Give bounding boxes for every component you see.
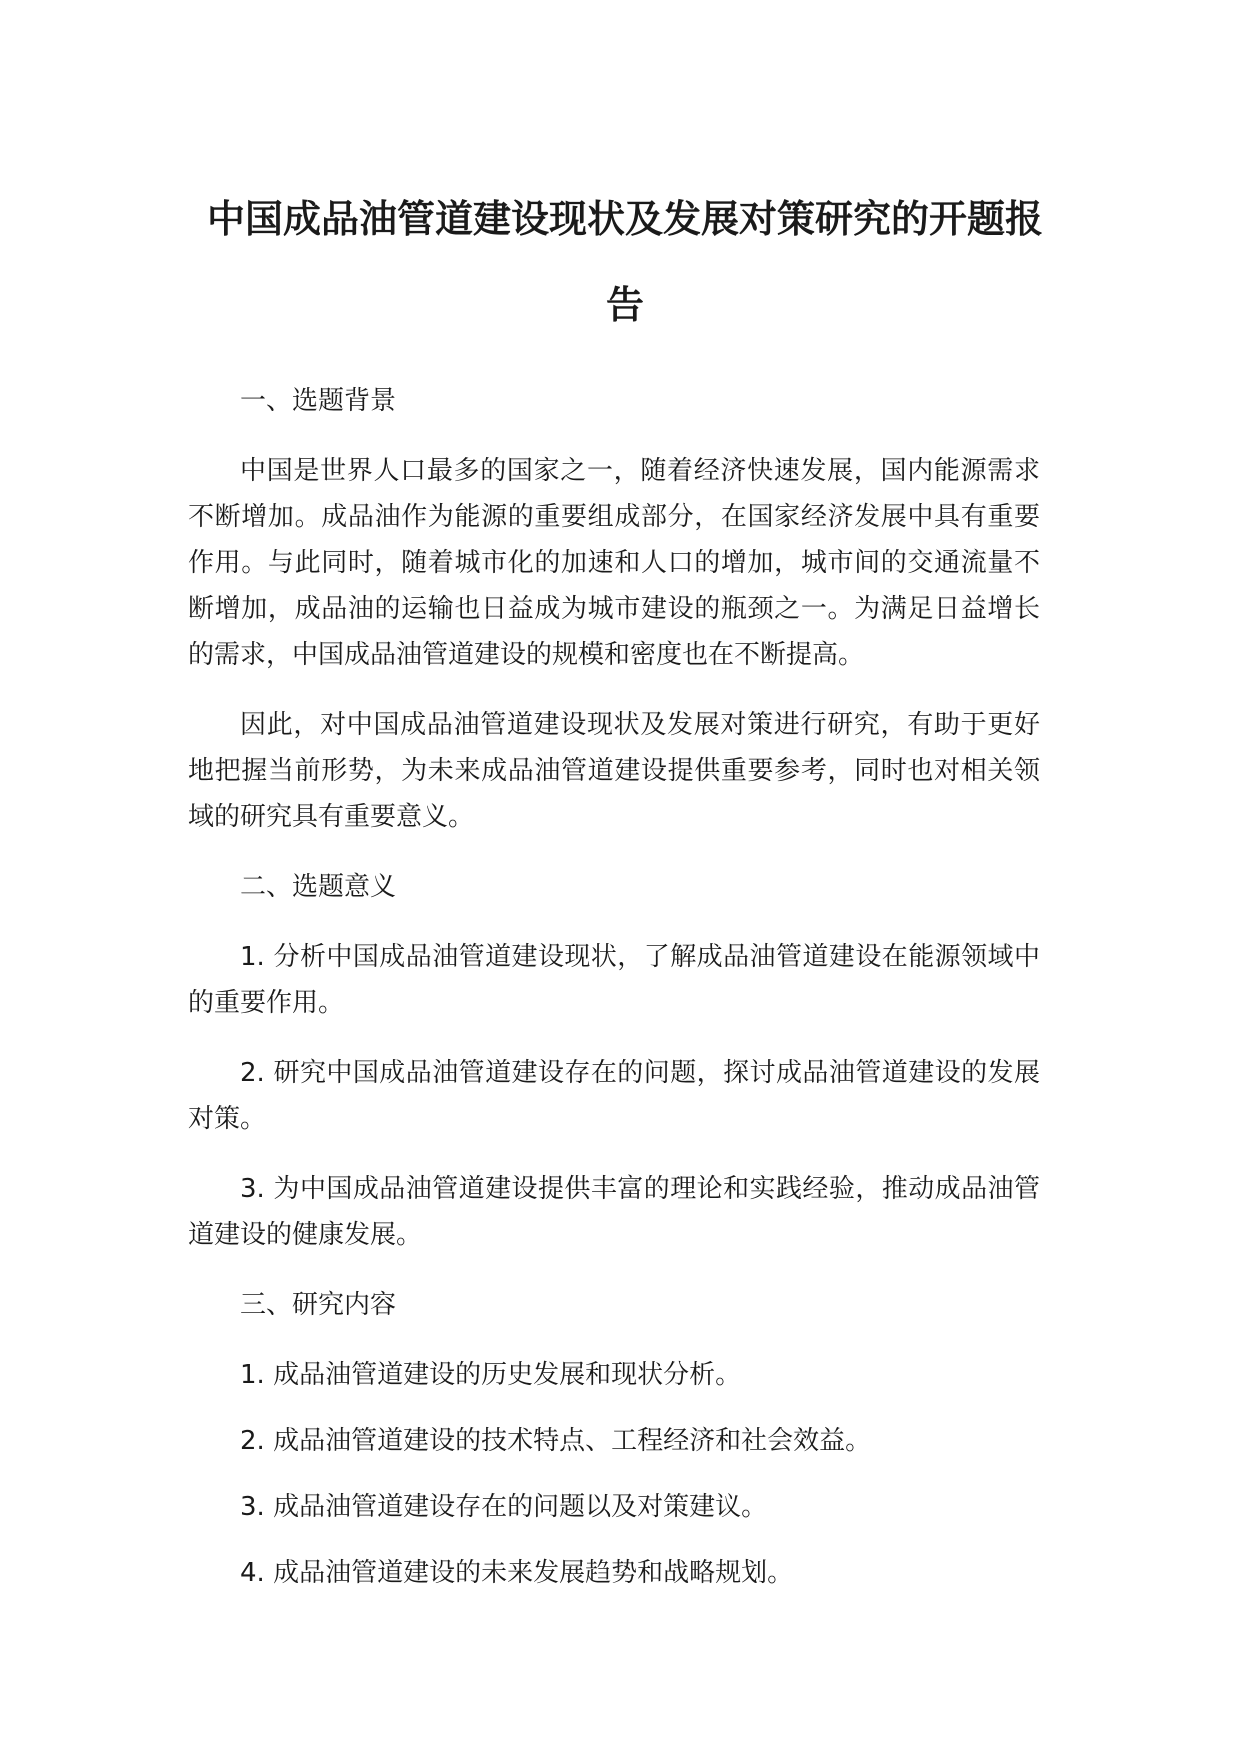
significance-item-1: 1. 分析中国成品油管道建设现状，了解成品油管道建设在能源领域中的重要作用。: [188, 942, 1040, 1018]
significance-item-2: 2. 研究中国成品油管道建设存在的问题，探讨成品油管道建设的发展对策。: [188, 1058, 1040, 1134]
research-content-item-2: 2. 成品油管道建设的技术特点、工程经济和社会效益。: [240, 1426, 872, 1456]
section-heading-background: 一、选题背景: [240, 386, 397, 416]
background-paragraph-2: 因此，对中国成品油管道建设现状及发展对策进行研究，有助于更好地把握当前形势，为未来成品油管道建设提供重要参考，同时也对相关领域的研究具有重要意义。: [188, 710, 1040, 832]
research-content-item-4: 4. 成品油管道建设的未来发展趋势和战略规划。: [240, 1558, 794, 1588]
section-heading-research-content: 三、研究内容: [240, 1290, 397, 1320]
section-heading-significance: 二、选题意义: [240, 872, 397, 902]
background-paragraph-1: 中国是世界人口最多的国家之一，随着经济快速发展，国内能源需求不断增加。成品油作为能源的重要组成部分，在国家经济发展中具有重要作用。与此同时，随着城市化的加速和人口的增加，城市间的交通流量不断增加，成品油的运输也日益成为城市建设的瓶颈之一。为满足日益增长的需求，中国成品油管道建设的规模和密度也在不断提高。: [188, 456, 1040, 670]
significance-item-3: 3. 为中国成品油管道建设提供丰富的理论和实践经验，推动成品油管道建设的健康发展。: [188, 1174, 1040, 1250]
research-content-item-3: 3. 成品油管道建设存在的问题以及对策建议。: [240, 1492, 768, 1522]
research-content-item-1: 1. 成品油管道建设的历史发展和现状分析。: [240, 1360, 742, 1390]
document-body: [188, 378, 1040, 1616]
document-title: 中国成品油管道建设现状及发展对策研究的开题报告: [206, 197, 1043, 327]
